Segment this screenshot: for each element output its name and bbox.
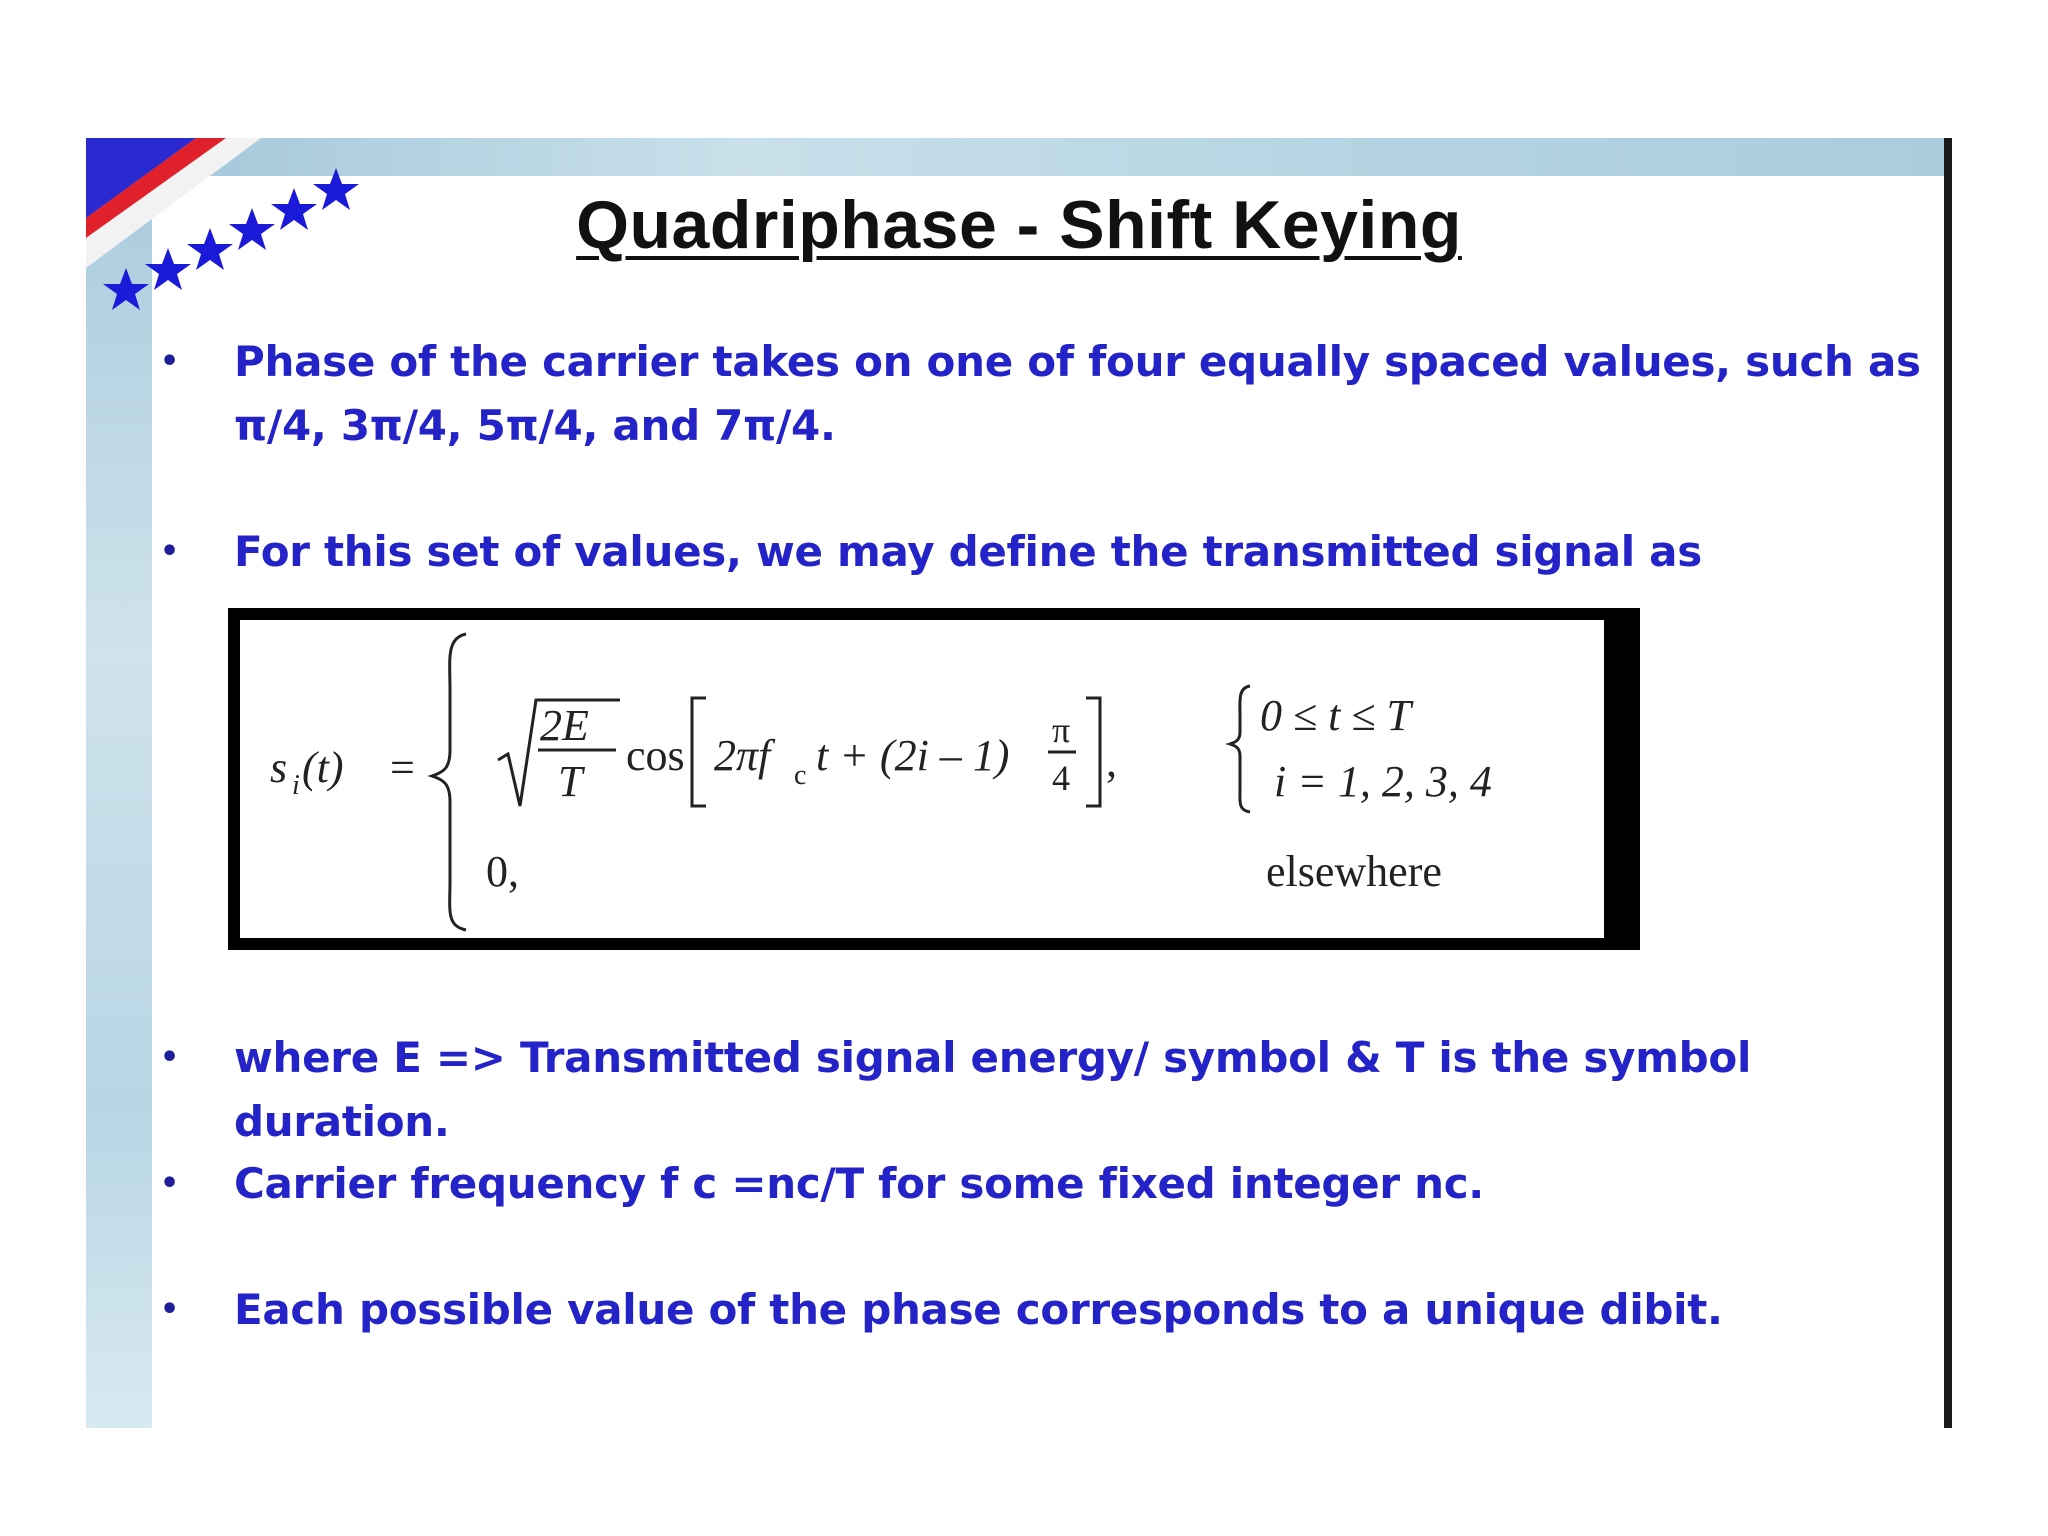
eq-elsewhere: elsewhere xyxy=(1266,847,1442,896)
slide-left-band xyxy=(86,138,152,1428)
eq-cond-index: i = 1, 2, 3, 4 xyxy=(1274,757,1492,806)
bullet-text: where E => Transmitted signal energy/ symbol & T is the symbol duration. xyxy=(234,1033,1752,1146)
eq-cond-time: 0 ≤ t ≤ T xyxy=(1260,691,1411,740)
eq-frac-den: 4 xyxy=(1052,758,1070,798)
eq-zero-case: 0, xyxy=(486,847,519,896)
eq-lhs-arg: (t) xyxy=(302,743,344,792)
eq-lhs-sub: i xyxy=(292,770,300,801)
slide xyxy=(86,138,1952,1428)
eq-sqrt-num: 2E xyxy=(540,701,589,750)
slide-title: Quadriphase - Shift Keying xyxy=(576,187,1462,263)
eq-frac-num: π xyxy=(1052,710,1071,750)
equation-svg xyxy=(240,620,1604,938)
bullet-dot: • xyxy=(160,344,179,379)
bullet-text: Each possible value of the phase corresponds to a unique dibit. xyxy=(234,1285,1723,1334)
bullet-dot: • xyxy=(160,1292,179,1327)
bullet-dot: • xyxy=(160,534,179,569)
eq-lhs: s xyxy=(270,743,288,792)
bullet-dot: • xyxy=(160,1040,179,1075)
bullet-item xyxy=(160,1152,1930,1216)
bullet-item xyxy=(160,330,1930,458)
equation-box xyxy=(228,608,1640,950)
bullet-text: Carrier frequency f c =nc/T for some fixed integer nc. xyxy=(234,1159,1484,1208)
bullet-text: For this set of values, we may define the transmitted signal as xyxy=(234,527,1702,576)
eq-arg-b: t + (2i – 1) xyxy=(816,731,1010,780)
bullet-item xyxy=(160,1278,1930,1342)
eq-sqrt-den: T xyxy=(558,757,583,806)
eq-arg-a: 2πf xyxy=(714,731,771,780)
bullet-text: Phase of the carrier takes on one of four equally spaced values, such as π/4, 3π/4, 5π/4, and 7π/4. xyxy=(234,337,1921,450)
eq-comma: , xyxy=(1106,737,1117,786)
eq-arg-a-sub: c xyxy=(794,760,807,791)
eq-cos: cos xyxy=(626,731,685,780)
bullet-item xyxy=(160,1026,1930,1154)
eq-equals: = xyxy=(390,743,415,792)
slide-right-border xyxy=(1944,138,1952,1428)
bullet-item xyxy=(160,520,1930,584)
bullet-dot: • xyxy=(160,1166,179,1201)
